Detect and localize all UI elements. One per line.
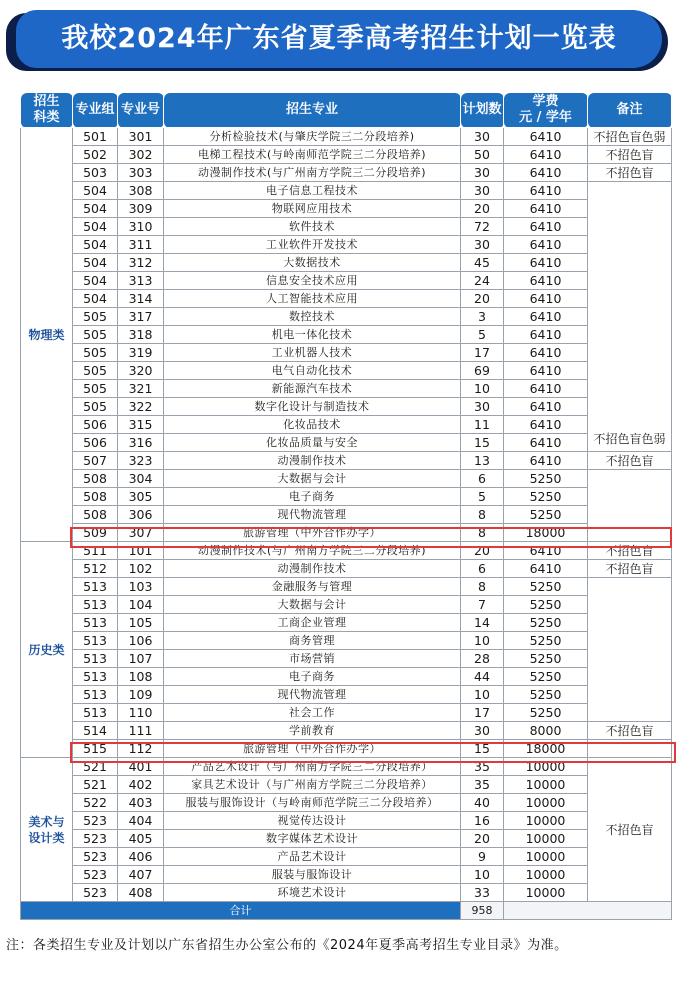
- note-cell: 不招色盲色弱: [588, 182, 672, 452]
- table-row: [21, 668, 672, 686]
- code-cell: 305: [118, 488, 164, 506]
- major-cell: 物联网应用技术: [164, 200, 461, 218]
- category-cell: 历史类: [21, 542, 73, 758]
- code-cell: 401: [118, 758, 164, 776]
- fee-cell: 5250: [504, 686, 588, 704]
- header-code: 专业号: [118, 93, 164, 128]
- header-plan: 计划数: [461, 93, 504, 128]
- title-banner: [16, 10, 662, 68]
- table-row: [21, 830, 672, 848]
- major-cell: 市场营销: [164, 650, 461, 668]
- note-cell: 不招色盲: [588, 560, 672, 578]
- fee-cell: 6410: [504, 146, 588, 164]
- code-cell: 323: [118, 452, 164, 470]
- page-title: 我校2024年广东省夏季高考招生计划一览表: [61, 23, 617, 54]
- plan-cell: 30: [461, 128, 504, 146]
- fee-cell: 5250: [504, 488, 588, 506]
- major-cell: 学前教育: [164, 722, 461, 740]
- fee-cell: 10000: [504, 866, 588, 884]
- code-cell: 303: [118, 164, 164, 182]
- table-row: [21, 506, 672, 524]
- major-cell: 软件技术: [164, 218, 461, 236]
- group-cell: 513: [73, 578, 118, 596]
- major-cell: 机电一体化技术: [164, 326, 461, 344]
- fee-cell: 6410: [504, 416, 588, 434]
- fee-cell: 18000: [504, 524, 588, 542]
- plan-cell: 35: [461, 758, 504, 776]
- plan-cell: 20: [461, 542, 504, 560]
- code-cell: 317: [118, 308, 164, 326]
- fee-cell: 5250: [504, 506, 588, 524]
- major-cell: 数控技术: [164, 308, 461, 326]
- plan-cell: 33: [461, 884, 504, 902]
- plan-cell: 15: [461, 740, 504, 758]
- note-cell: [588, 578, 672, 722]
- major-cell: 服装与服饰设计（与岭南师范学院三二分段培养）: [164, 794, 461, 812]
- enrollment-plan-table: [20, 92, 672, 920]
- table-row: [21, 398, 672, 416]
- fee-cell: 5250: [504, 470, 588, 488]
- code-cell: 318: [118, 326, 164, 344]
- table-row: [21, 794, 672, 812]
- code-cell: 108: [118, 668, 164, 686]
- group-cell: 523: [73, 866, 118, 884]
- fee-cell: 18000: [504, 740, 588, 758]
- table-row: [21, 884, 672, 902]
- code-cell: 101: [118, 542, 164, 560]
- table-row: [21, 164, 672, 182]
- group-cell: 505: [73, 362, 118, 380]
- plan-cell: 44: [461, 668, 504, 686]
- group-cell: 505: [73, 344, 118, 362]
- major-cell: 工商企业管理: [164, 614, 461, 632]
- group-cell: 509: [73, 524, 118, 542]
- group-cell: 505: [73, 398, 118, 416]
- major-cell: 人工智能技术应用: [164, 290, 461, 308]
- table-row: [21, 578, 672, 596]
- table-body: [21, 128, 672, 902]
- code-cell: 103: [118, 578, 164, 596]
- table-row: [21, 146, 672, 164]
- plan-cell: 6: [461, 470, 504, 488]
- code-cell: 104: [118, 596, 164, 614]
- plan-cell: 3: [461, 308, 504, 326]
- major-cell: 旅游管理（中外合作办学）: [164, 740, 461, 758]
- plan-cell: 30: [461, 236, 504, 254]
- code-cell: 408: [118, 884, 164, 902]
- code-cell: 406: [118, 848, 164, 866]
- code-cell: 315: [118, 416, 164, 434]
- code-cell: 109: [118, 686, 164, 704]
- fee-cell: 6410: [504, 200, 588, 218]
- fee-cell: 6410: [504, 542, 588, 560]
- table-row: [21, 182, 672, 200]
- group-cell: 523: [73, 830, 118, 848]
- plan-cell: 8: [461, 524, 504, 542]
- group-cell: 501: [73, 128, 118, 146]
- table-row: [21, 848, 672, 866]
- plan-cell: 69: [461, 362, 504, 380]
- group-cell: 522: [73, 794, 118, 812]
- plan-cell: 20: [461, 200, 504, 218]
- code-cell: 313: [118, 272, 164, 290]
- group-cell: 523: [73, 884, 118, 902]
- major-cell: 环境艺术设计: [164, 884, 461, 902]
- code-cell: 111: [118, 722, 164, 740]
- major-cell: 金融服务与管理: [164, 578, 461, 596]
- group-cell: 514: [73, 722, 118, 740]
- plan-cell: 9: [461, 848, 504, 866]
- major-cell: 工业软件开发技术: [164, 236, 461, 254]
- group-cell: 513: [73, 650, 118, 668]
- table-row: [21, 758, 672, 776]
- group-cell: 506: [73, 434, 118, 452]
- note-cell: [588, 740, 672, 758]
- table-row: [21, 740, 672, 758]
- table-row: [21, 704, 672, 722]
- group-cell: 513: [73, 632, 118, 650]
- plan-cell: 10: [461, 632, 504, 650]
- table-row: [21, 452, 672, 470]
- major-cell: 服装与服饰设计: [164, 866, 461, 884]
- fee-cell: 6410: [504, 182, 588, 200]
- code-cell: 407: [118, 866, 164, 884]
- plan-cell: 24: [461, 272, 504, 290]
- group-cell: 504: [73, 218, 118, 236]
- major-cell: 数字媒体艺术设计: [164, 830, 461, 848]
- table-row: [21, 200, 672, 218]
- major-cell: 动漫制作技术(与广州南方学院三二分段培养): [164, 542, 461, 560]
- code-cell: 110: [118, 704, 164, 722]
- table-row: [21, 542, 672, 560]
- major-cell: 分析检验技术(与肇庆学院三二分段培养): [164, 128, 461, 146]
- group-cell: 515: [73, 740, 118, 758]
- plan-cell: 10: [461, 686, 504, 704]
- plan-cell: 8: [461, 506, 504, 524]
- plan-cell: 13: [461, 452, 504, 470]
- note-cell: 不招色盲: [588, 146, 672, 164]
- plan-cell: 15: [461, 434, 504, 452]
- fee-cell: 6410: [504, 434, 588, 452]
- group-cell: 513: [73, 596, 118, 614]
- category-cell: 物理类: [21, 128, 73, 542]
- header-note: 备注: [588, 93, 672, 128]
- major-cell: 电子信息工程技术: [164, 182, 461, 200]
- table-row: [21, 380, 672, 398]
- plan-cell: 17: [461, 344, 504, 362]
- major-cell: 信息安全技术应用: [164, 272, 461, 290]
- table-row: [21, 218, 672, 236]
- major-cell: 大数据与会计: [164, 596, 461, 614]
- plan-cell: 40: [461, 794, 504, 812]
- major-cell: 动漫制作技术: [164, 560, 461, 578]
- code-cell: 310: [118, 218, 164, 236]
- group-cell: 508: [73, 488, 118, 506]
- fee-cell: 8000: [504, 722, 588, 740]
- code-cell: 301: [118, 128, 164, 146]
- table-row: [21, 722, 672, 740]
- group-cell: 505: [73, 380, 118, 398]
- note-cell: 不招色盲: [588, 758, 672, 902]
- plan-cell: 14: [461, 614, 504, 632]
- plan-cell: 50: [461, 146, 504, 164]
- table-row: [21, 326, 672, 344]
- plan-cell: 5: [461, 326, 504, 344]
- fee-cell: 10000: [504, 794, 588, 812]
- code-cell: 311: [118, 236, 164, 254]
- group-cell: 504: [73, 254, 118, 272]
- group-cell: 511: [73, 542, 118, 560]
- major-cell: 商务管理: [164, 632, 461, 650]
- table-row: [21, 614, 672, 632]
- plan-cell: 35: [461, 776, 504, 794]
- fee-cell: 6410: [504, 362, 588, 380]
- fee-cell: 6410: [504, 452, 588, 470]
- code-cell: 316: [118, 434, 164, 452]
- table-row: [21, 254, 672, 272]
- note-cell: 不招色盲色弱: [588, 128, 672, 146]
- plan-cell: 8: [461, 578, 504, 596]
- code-cell: 314: [118, 290, 164, 308]
- plan-cell: 20: [461, 830, 504, 848]
- major-cell: 现代物流管理: [164, 506, 461, 524]
- major-cell: 现代物流管理: [164, 686, 461, 704]
- major-cell: 工业机器人技术: [164, 344, 461, 362]
- table-row: [21, 686, 672, 704]
- group-cell: 507: [73, 452, 118, 470]
- fee-cell: 5250: [504, 632, 588, 650]
- table-row: [21, 362, 672, 380]
- major-cell: 大数据与会计: [164, 470, 461, 488]
- plan-cell: 30: [461, 722, 504, 740]
- note-cell: [588, 470, 672, 542]
- fee-cell: 6410: [504, 128, 588, 146]
- code-cell: 320: [118, 362, 164, 380]
- table-row: [21, 434, 672, 452]
- major-cell: 旅游管理（中外合作办学）: [164, 524, 461, 542]
- plan-cell: 28: [461, 650, 504, 668]
- group-cell: 513: [73, 686, 118, 704]
- code-cell: 306: [118, 506, 164, 524]
- plan-cell: 6: [461, 560, 504, 578]
- code-cell: 102: [118, 560, 164, 578]
- fee-cell: 10000: [504, 776, 588, 794]
- table-row: [21, 776, 672, 794]
- major-cell: 家具艺术设计（与广州南方学院三二分段培养）: [164, 776, 461, 794]
- plan-cell: 7: [461, 596, 504, 614]
- plan-cell: 20: [461, 290, 504, 308]
- code-cell: 404: [118, 812, 164, 830]
- fee-cell: 5250: [504, 668, 588, 686]
- group-cell: 521: [73, 776, 118, 794]
- plan-cell: 30: [461, 182, 504, 200]
- plan-cell: 30: [461, 398, 504, 416]
- code-cell: 107: [118, 650, 164, 668]
- plan-cell: 10: [461, 866, 504, 884]
- fee-cell: 5250: [504, 578, 588, 596]
- code-cell: 112: [118, 740, 164, 758]
- fee-cell: 10000: [504, 758, 588, 776]
- table-row: [21, 308, 672, 326]
- footnote: 注：各类招生专业及计划以广东省招生办公室公布的《2024年夏季高考招生专业目录》为准。: [6, 938, 568, 953]
- group-cell: 506: [73, 416, 118, 434]
- major-cell: 动漫制作技术: [164, 452, 461, 470]
- fee-cell: 6410: [504, 272, 588, 290]
- code-cell: 319: [118, 344, 164, 362]
- group-cell: 508: [73, 506, 118, 524]
- fee-cell: 10000: [504, 812, 588, 830]
- fee-cell: 6410: [504, 236, 588, 254]
- code-cell: 304: [118, 470, 164, 488]
- major-cell: 化妆品质量与安全: [164, 434, 461, 452]
- code-cell: 309: [118, 200, 164, 218]
- table-row: [21, 632, 672, 650]
- major-cell: 电气自动化技术: [164, 362, 461, 380]
- table-row: [21, 416, 672, 434]
- code-cell: 312: [118, 254, 164, 272]
- note-cell: 不招色盲: [588, 452, 672, 470]
- table-row: [21, 470, 672, 488]
- table-row: [21, 866, 672, 884]
- group-cell: 512: [73, 560, 118, 578]
- group-cell: 505: [73, 308, 118, 326]
- code-cell: 307: [118, 524, 164, 542]
- total-empty: [504, 902, 672, 920]
- code-cell: 405: [118, 830, 164, 848]
- header-fee: 学费 元 / 学年: [504, 93, 588, 128]
- plan-cell: 72: [461, 218, 504, 236]
- group-cell: 504: [73, 200, 118, 218]
- fee-cell: 5250: [504, 650, 588, 668]
- group-cell: 508: [73, 470, 118, 488]
- fee-cell: 6410: [504, 164, 588, 182]
- plan-cell: 17: [461, 704, 504, 722]
- fee-cell: 10000: [504, 884, 588, 902]
- fee-cell: 6410: [504, 380, 588, 398]
- fee-cell: 6410: [504, 326, 588, 344]
- major-cell: 电梯工程技术(与岭南师范学院三二分段培养): [164, 146, 461, 164]
- major-cell: 社会工作: [164, 704, 461, 722]
- fee-cell: 5250: [504, 704, 588, 722]
- header-category: 招生 科类: [21, 93, 73, 128]
- fee-cell: 10000: [504, 830, 588, 848]
- header-major: 招生专业: [164, 93, 461, 128]
- code-cell: 402: [118, 776, 164, 794]
- fee-cell: 6410: [504, 254, 588, 272]
- major-cell: 视觉传达设计: [164, 812, 461, 830]
- fee-cell: 10000: [504, 848, 588, 866]
- group-cell: 523: [73, 848, 118, 866]
- major-cell: 电子商务: [164, 488, 461, 506]
- table-row: [21, 128, 672, 146]
- fee-cell: 6410: [504, 308, 588, 326]
- table-row: [21, 596, 672, 614]
- note-cell: 不招色盲: [588, 542, 672, 560]
- group-cell: 513: [73, 668, 118, 686]
- group-cell: 504: [73, 272, 118, 290]
- code-cell: 106: [118, 632, 164, 650]
- table-row: [21, 524, 672, 542]
- major-cell: 电子商务: [164, 668, 461, 686]
- plan-cell: 10: [461, 380, 504, 398]
- table-row: [21, 344, 672, 362]
- table-row: [21, 560, 672, 578]
- fee-cell: 6410: [504, 560, 588, 578]
- note-cell: 不招色盲: [588, 164, 672, 182]
- table-row: [21, 812, 672, 830]
- note-cell: 不招色盲: [588, 722, 672, 740]
- table-header-row: [21, 93, 672, 128]
- total-label: 合计: [21, 902, 461, 920]
- fee-cell: 6410: [504, 290, 588, 308]
- plan-cell: 45: [461, 254, 504, 272]
- group-cell: 505: [73, 326, 118, 344]
- major-cell: 产品艺术设计: [164, 848, 461, 866]
- plan-cell: 16: [461, 812, 504, 830]
- major-cell: 数字化设计与制造技术: [164, 398, 461, 416]
- plan-cell: 30: [461, 164, 504, 182]
- code-cell: 403: [118, 794, 164, 812]
- fee-cell: 5250: [504, 614, 588, 632]
- code-cell: 105: [118, 614, 164, 632]
- plan-cell: 11: [461, 416, 504, 434]
- plan-cell: 5: [461, 488, 504, 506]
- code-cell: 322: [118, 398, 164, 416]
- group-cell: 504: [73, 236, 118, 254]
- major-cell: 大数据技术: [164, 254, 461, 272]
- major-cell: 新能源汽车技术: [164, 380, 461, 398]
- table-row: [21, 650, 672, 668]
- group-cell: 503: [73, 164, 118, 182]
- group-cell: 521: [73, 758, 118, 776]
- header-group: 专业组: [73, 93, 118, 128]
- table-row: [21, 290, 672, 308]
- code-cell: 308: [118, 182, 164, 200]
- major-cell: 动漫制作技术(与广州南方学院三二分段培养): [164, 164, 461, 182]
- major-cell: 产品艺术设计（与广州南方学院三二分段培养）: [164, 758, 461, 776]
- group-cell: 504: [73, 182, 118, 200]
- group-cell: 523: [73, 812, 118, 830]
- group-cell: 513: [73, 614, 118, 632]
- fee-cell: 6410: [504, 398, 588, 416]
- fee-cell: 5250: [504, 596, 588, 614]
- table-row: [21, 236, 672, 254]
- major-cell: 化妆品技术: [164, 416, 461, 434]
- total-row: [21, 902, 672, 920]
- fee-cell: 6410: [504, 218, 588, 236]
- group-cell: 502: [73, 146, 118, 164]
- group-cell: 504: [73, 290, 118, 308]
- fee-cell: 6410: [504, 344, 588, 362]
- total-count: 958: [461, 902, 504, 920]
- category-cell: 美术与 设计类: [21, 758, 73, 902]
- code-cell: 302: [118, 146, 164, 164]
- table-row: [21, 488, 672, 506]
- code-cell: 321: [118, 380, 164, 398]
- table-row: [21, 272, 672, 290]
- group-cell: 513: [73, 704, 118, 722]
